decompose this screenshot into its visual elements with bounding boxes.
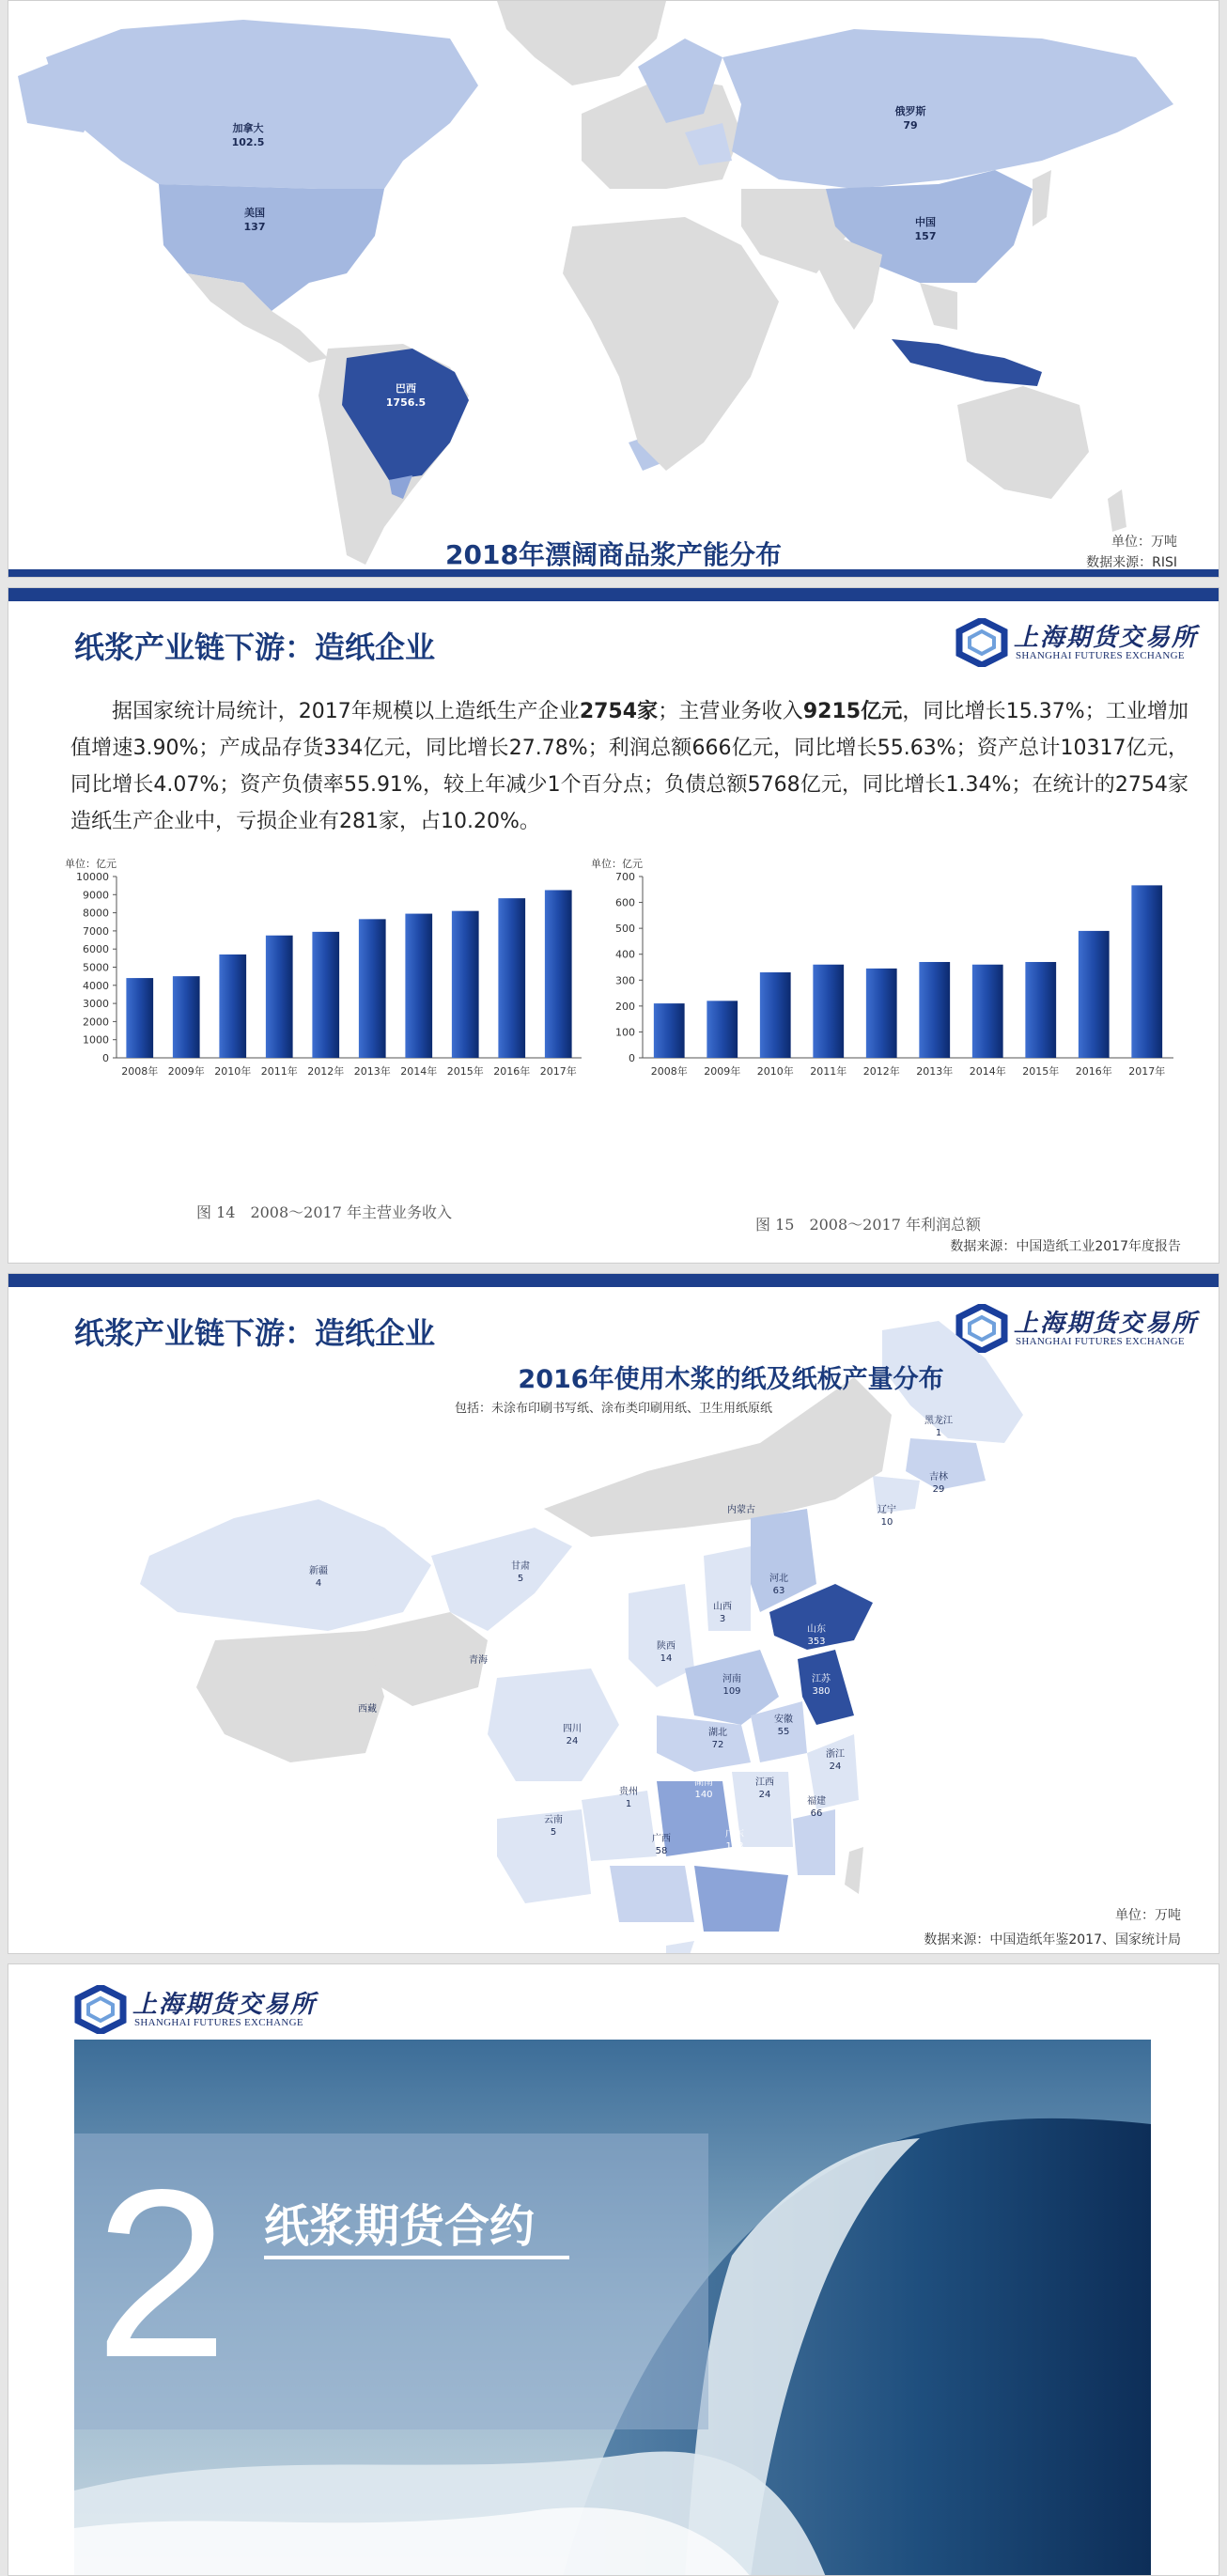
y-tick-label: 6000 — [83, 943, 109, 956]
slide-world-pulp-capacity — [8, 0, 1219, 578]
bar-2016年 — [1079, 931, 1110, 1058]
y-tick-label: 0 — [102, 1052, 109, 1064]
province-label-inner-mongolia: 内蒙古 — [727, 1505, 755, 1515]
chart1-caption: 图 14 2008～2017 年主营业务收入 — [196, 1203, 452, 1221]
y-tick-label: 200 — [615, 1000, 635, 1013]
y-tick-label: 4000 — [83, 979, 109, 992]
shaanxi-shape — [629, 1584, 694, 1687]
bar-2017年 — [1131, 885, 1162, 1058]
map-label-russia: 俄罗斯 79 — [894, 105, 926, 132]
logo-text-en: SHANGHAI FUTURES EXCHANGE — [1016, 650, 1185, 661]
para-text-3: ，同比增长15.37%；工业增加值增速3.90%；产成品存货334亿元，同比增长27.78%；利润总额666亿元，同比增长55.63%；资产总计10317亿元，同比增长4.07%；资产负债率55.91%，较上年减少1个百分点；负债总额5768亿元，同比增长1.34%；在统计的2754家造纸生产企业中，亏损企业有281家，占10.20%。 — [70, 700, 1188, 833]
chart-main-revenue — [65, 856, 591, 1086]
xinjiang-shape — [140, 1499, 431, 1631]
logo-text-cn: 上海期货交易所 — [132, 1991, 318, 2019]
y-tick-label: 500 — [615, 923, 635, 936]
tibet-shape — [196, 1631, 384, 1762]
bar-2012年 — [866, 969, 897, 1058]
y-tick-label: 10000 — [76, 871, 109, 883]
y-tick-label: 0 — [629, 1052, 635, 1064]
x-tick-label: 2014年 — [400, 1065, 438, 1078]
para-bold-1: 2754家 — [579, 700, 659, 723]
para-text-1: 据国家统计局统计，2017年规模以上造纸生产企业 — [112, 700, 580, 723]
section-number: 2 — [95, 2140, 228, 2408]
x-tick-label: 2013年 — [353, 1065, 391, 1078]
unit-label: 单位：万吨 — [1115, 1908, 1181, 1923]
x-tick-label: 2016年 — [1075, 1065, 1112, 1078]
bar-2014年 — [405, 914, 432, 1058]
province-label-jilin: 吉林 29 — [929, 1472, 948, 1495]
province-label-liaoning: 辽宁 10 — [878, 1505, 896, 1528]
source-label: 数据来源：中国造纸工业2017年度报告 — [950, 1239, 1181, 1254]
y-tick-label: 3000 — [83, 998, 109, 1011]
source-label: 数据来源：中国造纸年鉴2017、国家统计局 — [924, 1932, 1181, 1948]
slide-title: 纸浆产业链下游：造纸企业 — [74, 629, 436, 665]
slide-paper-enterprises — [8, 587, 1219, 1264]
province-label-henan: 河南 109 — [722, 1674, 741, 1697]
province-label-hunan: 湖南 140 — [694, 1777, 713, 1800]
province-label-sichuan: 四川 24 — [563, 1724, 582, 1746]
province-label-xinjiang: 新疆 4 — [309, 1566, 328, 1589]
slide-china-production — [8, 1273, 1219, 1954]
x-tick-label: 2012年 — [862, 1065, 900, 1078]
shfe-logo — [955, 616, 1199, 669]
bar-2015年 — [1025, 962, 1056, 1058]
para-bold-2: 9215亿元 — [802, 700, 903, 723]
y-tick-label: 600 — [615, 896, 635, 909]
x-tick-label: 2015年 — [446, 1065, 484, 1078]
map-subtitle: 2016年使用木浆的纸及纸板产量分布 — [518, 1365, 944, 1394]
map-note: 包括：未涂布印刷书写纸、涂布类印刷用纸、卫生用纸原纸 — [455, 1402, 773, 1416]
bar-2010年 — [760, 972, 791, 1058]
bar-2008年 — [126, 978, 153, 1058]
x-tick-label: 2010年 — [756, 1065, 794, 1078]
chart-total-profit — [591, 856, 1183, 1086]
slide-title: 纸浆产业链下游：造纸企业 — [74, 1315, 436, 1351]
y-tick-label: 5000 — [83, 961, 109, 974]
x-tick-label: 2015年 — [1022, 1065, 1060, 1078]
province-label-guangdong: 广东 103 — [725, 1829, 744, 1852]
map-label-china: 中国 157 — [914, 216, 937, 242]
y-tick-label: 1000 — [83, 1033, 109, 1047]
province-label-yunnan: 云南 5 — [544, 1815, 563, 1838]
y-tick-label: 300 — [615, 974, 635, 987]
map-label-canada: 加拿大 102.5 — [231, 122, 265, 148]
chart-unit-label: 单位：亿元 — [591, 858, 643, 870]
x-tick-label: 2008年 — [650, 1065, 688, 1078]
x-tick-label: 2009年 — [704, 1065, 741, 1078]
bar-2016年 — [498, 898, 525, 1058]
bar-2015年 — [452, 911, 479, 1058]
province-label-shaanxi: 陕西 14 — [657, 1641, 676, 1664]
bar-2011年 — [813, 965, 844, 1058]
shfe-logo-icon — [955, 618, 1008, 667]
province-label-qinghai: 青海 — [469, 1655, 488, 1666]
shfe-logo-icon — [74, 1985, 127, 2034]
guangxi-shape — [610, 1866, 694, 1922]
province-label-gansu: 甘肃 5 — [511, 1561, 530, 1584]
y-tick-label: 9000 — [83, 889, 109, 902]
logo-text-cn: 上海期货交易所 — [1014, 1310, 1199, 1338]
section-title: 纸浆期货合约 — [264, 2200, 536, 2253]
shfe-logo — [74, 1983, 318, 2036]
source-label: 数据来源：RISI — [1086, 555, 1177, 570]
map-caption: 2018年漂阔商品浆产能分布 — [445, 539, 782, 570]
x-tick-label: 2009年 — [167, 1065, 205, 1078]
x-tick-label: 2010年 — [214, 1065, 252, 1078]
y-tick-label: 400 — [615, 948, 635, 961]
x-tick-label: 2017年 — [1128, 1065, 1166, 1078]
x-tick-label: 2008年 — [121, 1065, 159, 1078]
unit-and-source — [1086, 532, 1177, 573]
logo-text-en: SHANGHAI FUTURES EXCHANGE — [134, 2017, 303, 2028]
bar-2010年 — [219, 954, 246, 1058]
province-label-guizhou: 贵州 1 — [619, 1787, 638, 1809]
bar-2012年 — [312, 932, 339, 1058]
province-label-zhejiang: 浙江 24 — [826, 1749, 845, 1772]
x-tick-label: 2014年 — [969, 1065, 1006, 1078]
x-tick-label: 2017年 — [539, 1065, 577, 1078]
province-label-tibet: 西藏 — [358, 1704, 377, 1715]
chart2-caption: 图 15 2008～2017 年利润总额 — [755, 1216, 981, 1234]
bar-2009年 — [707, 1001, 738, 1058]
hainan-shape — [666, 1941, 694, 1954]
x-tick-label: 2016年 — [493, 1065, 531, 1078]
map-label-brazil: 巴西 1756.5 — [385, 382, 427, 409]
logo-text-en: SHANGHAI FUTURES EXCHANGE — [1016, 1336, 1185, 1347]
map-label-usa: 美国 137 — [243, 207, 266, 233]
province-label-fujian: 福建 66 — [807, 1796, 826, 1819]
logo-text-cn: 上海期货交易所 — [1014, 624, 1199, 652]
bar-2008年 — [654, 1003, 685, 1058]
y-tick-label: 100 — [615, 1026, 635, 1039]
para-text-2: ；主营业务收入 — [658, 700, 803, 723]
slide-top-bar — [8, 588, 1219, 601]
bar-2011年 — [266, 936, 293, 1058]
bar-2013年 — [919, 962, 950, 1058]
y-tick-label: 7000 — [83, 924, 109, 938]
x-tick-label: 2011年 — [260, 1065, 298, 1078]
x-tick-label: 2011年 — [810, 1065, 847, 1078]
bar-2009年 — [173, 976, 200, 1058]
province-label-jiangxi: 江西 24 — [755, 1777, 774, 1800]
y-tick-label: 2000 — [83, 1016, 109, 1029]
y-tick-label: 700 — [615, 871, 635, 883]
unit-and-source — [924, 1903, 1181, 1952]
summary-paragraph — [70, 693, 1188, 840]
chart-unit-label: 单位：亿元 — [65, 858, 116, 870]
province-label-jiangsu: 江苏 380 — [812, 1674, 831, 1697]
world-map — [8, 1, 1219, 578]
bar-2017年 — [545, 890, 572, 1058]
province-label-shandong: 山东 353 — [807, 1624, 826, 1647]
province-label-hebei: 河北 63 — [769, 1574, 788, 1596]
taiwan-shape — [845, 1847, 863, 1894]
section-title-underline — [264, 2256, 569, 2259]
x-tick-label: 2013年 — [916, 1065, 954, 1078]
slide-section-2 — [8, 1963, 1219, 2576]
guangdong-shape — [694, 1866, 788, 1932]
province-label-shanxi: 山西 3 — [713, 1602, 732, 1624]
y-tick-label: 8000 — [83, 907, 109, 920]
province-label-anhui: 安徽 55 — [774, 1715, 793, 1737]
province-label-heilongjiang: 黑龙江 1 — [924, 1416, 953, 1438]
province-label-hubei: 湖北 72 — [708, 1728, 727, 1750]
bar-2014年 — [972, 965, 1003, 1058]
unit-label: 单位：万吨 — [1111, 535, 1177, 550]
province-label-guangxi: 广西 58 — [652, 1834, 671, 1856]
bar-2013年 — [359, 919, 386, 1058]
x-tick-label: 2012年 — [307, 1065, 345, 1078]
